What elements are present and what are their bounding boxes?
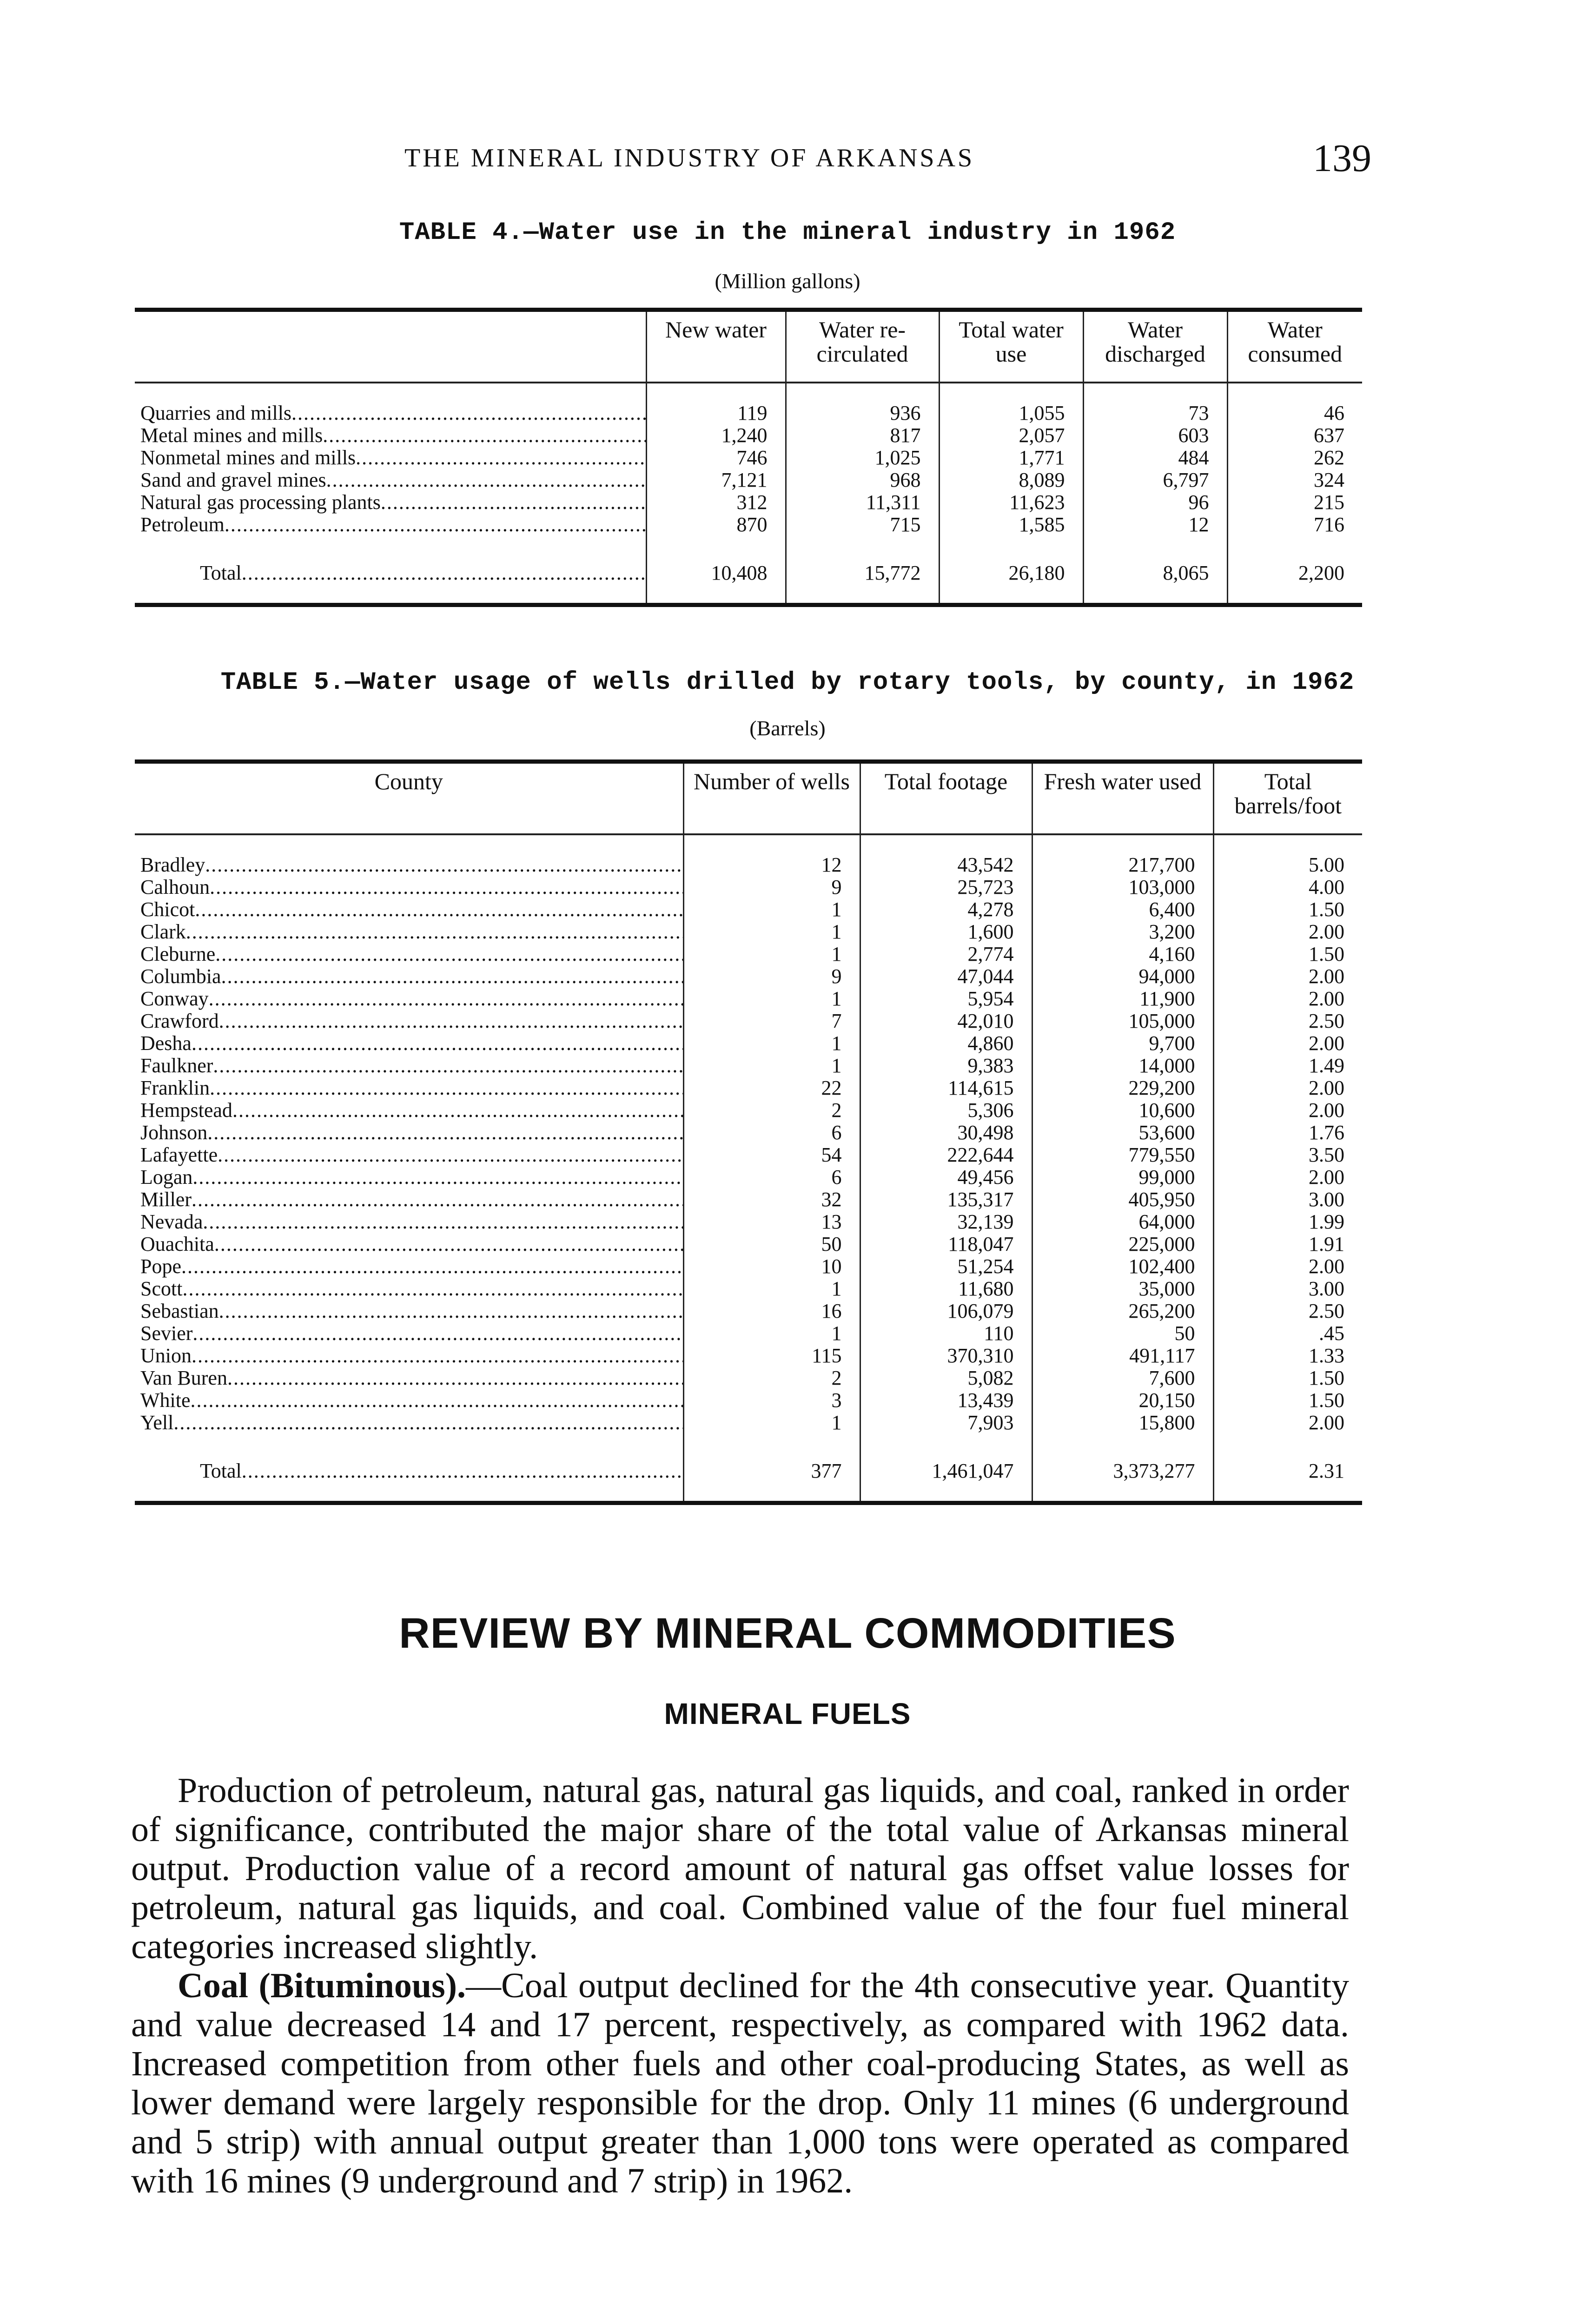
cell-value: 6,400 [1032, 898, 1213, 921]
table-row [135, 965, 1362, 988]
cell-value: 2.00 [1213, 1412, 1362, 1448]
table-row [135, 1122, 1362, 1144]
cell-value: 105,000 [1032, 1010, 1213, 1032]
body-text [131, 1771, 1349, 2200]
cell-value: 1,600 [860, 921, 1032, 943]
cell-value: 2.50 [1213, 1300, 1362, 1322]
cell-value: 9 [683, 876, 860, 898]
cell-value: 6,797 [1083, 469, 1227, 491]
cell-value: 32 [683, 1188, 860, 1211]
cell-value: 1 [683, 1278, 860, 1300]
cell-value: 225,000 [1032, 1233, 1213, 1255]
table-row [135, 383, 1362, 424]
cell-value: 9,700 [1032, 1032, 1213, 1055]
row-label [135, 834, 683, 876]
row-label-text: Hempstead ..... [140, 1099, 683, 1122]
table-row [135, 514, 1362, 550]
row-label [135, 1389, 683, 1412]
row-label [135, 1322, 683, 1345]
table5-header: Number of wells [683, 762, 860, 835]
cell-value: 73 [1083, 383, 1227, 424]
cell-value: 50 [1032, 1322, 1213, 1345]
cell-value: 2,774 [860, 943, 1032, 965]
cell-value: 2,057 [939, 424, 1083, 447]
cell-value: 1,240 [646, 424, 786, 447]
table5-header: County [135, 762, 683, 835]
row-label [135, 1255, 683, 1278]
table-row [135, 1233, 1362, 1255]
table-row [135, 469, 1362, 491]
cell-value: 3.00 [1213, 1188, 1362, 1211]
cell-value: 936 [786, 383, 939, 424]
row-label [135, 1010, 683, 1032]
cell-value: 603 [1083, 424, 1227, 447]
row-label [135, 469, 646, 491]
total-value: 3,373,277 [1032, 1448, 1213, 1503]
row-label-text: Yell ..... [140, 1412, 683, 1434]
table-row [135, 1144, 1362, 1166]
cell-value: 7,903 [860, 1412, 1032, 1448]
cell-value: 47,044 [860, 965, 1032, 988]
table-row [135, 1345, 1362, 1367]
row-label [135, 876, 683, 898]
paragraph-fuels: Production of petroleum, natural gas, natural gas liquids, and coal, ranked in order of significance, contributed the major share of the total value of Arkansas mineral output. Production value of a record amount of natural gas offset value losses for petroleum, natural gas liquids, and coal. Combined value of the four fuel mineral categories increased slightly. [131, 1771, 1349, 1966]
cell-value: 64,000 [1032, 1211, 1213, 1233]
cell-value: 1.50 [1213, 1367, 1362, 1389]
cell-value: 119 [646, 383, 786, 424]
cell-value: 96 [1083, 491, 1227, 514]
table5-header: Total barrels/foot [1213, 762, 1362, 835]
cell-value: 20,150 [1032, 1389, 1213, 1412]
total-value: 26,180 [939, 550, 1083, 605]
cell-value: 1.50 [1213, 1389, 1362, 1412]
row-label-text: Miller ..... [140, 1188, 683, 1211]
cell-value: 1 [683, 943, 860, 965]
row-label [135, 1077, 683, 1099]
cell-value: 215 [1227, 491, 1362, 514]
row-label [135, 424, 646, 447]
row-label-text: Ouachita ..... [140, 1233, 683, 1255]
row-label [135, 1345, 683, 1367]
cell-value: 30,498 [860, 1122, 1032, 1144]
cell-value: 1 [683, 1055, 860, 1077]
cell-value: 222,644 [860, 1144, 1032, 1166]
table-row [135, 1412, 1362, 1448]
row-label [135, 1032, 683, 1055]
coal-runin-heading: Coal (Bituminous). [178, 1966, 466, 2005]
cell-value: 6 [683, 1122, 860, 1144]
total-value: 2,200 [1227, 550, 1362, 605]
cell-value: 35,000 [1032, 1278, 1213, 1300]
cell-value: 2.00 [1213, 1166, 1362, 1188]
row-label [135, 1300, 683, 1322]
row-label-text: Van Buren ..... [140, 1367, 683, 1389]
cell-value: 4,278 [860, 898, 1032, 921]
cell-value: 6 [683, 1166, 860, 1188]
cell-value: 11,680 [860, 1278, 1032, 1300]
cell-value: 9,383 [860, 1055, 1032, 1077]
cell-value: 265,200 [1032, 1300, 1213, 1322]
table5 [135, 759, 1362, 1505]
table4-body [135, 383, 1362, 605]
row-label [135, 514, 646, 550]
row-label [135, 1099, 683, 1122]
total-label-text: Total ..... [200, 561, 646, 584]
row-label-text: Franklin ..... [140, 1077, 683, 1099]
cell-value: 12 [1083, 514, 1227, 550]
total-row [135, 550, 1362, 605]
cell-value: 716 [1227, 514, 1362, 550]
cell-value: 2.00 [1213, 965, 1362, 988]
section-subheading: MINERAL FUELS [664, 1697, 911, 1730]
cell-value: 25,723 [860, 876, 1032, 898]
cell-value: 1,585 [939, 514, 1083, 550]
coal-paragraph-text: —Coal output declined for the 4th consecutive year. Quantity and value decreased 14 and 17 percent, respectively, as compared with 1962 data. Increased competition from other fuels and other coal-producing States, as well as lower demand were largely responsible for the drop. Only 11 mines (6 underground and 5 strip) with annual output greater than 1,000 tons were operated as compared with 16 mines (9 underground and 7 strip) in 1962. [131, 1966, 1349, 2200]
cell-value: 13,439 [860, 1389, 1032, 1412]
table-row [135, 447, 1362, 469]
row-label-text: Columbia ..... [140, 965, 683, 988]
cell-value: 103,000 [1032, 876, 1213, 898]
cell-value: 1.91 [1213, 1233, 1362, 1255]
section-heading: REVIEW BY MINERAL COMMODITIES [399, 1610, 1176, 1657]
table-row [135, 1055, 1362, 1077]
row-label [135, 943, 683, 965]
cell-value: 53,600 [1032, 1122, 1213, 1144]
cell-value: 3 [683, 1389, 860, 1412]
table-row [135, 1188, 1362, 1211]
row-label-text: Sand and gravel mines ..... [140, 469, 646, 491]
total-label [135, 550, 646, 605]
total-value: 8,065 [1083, 550, 1227, 605]
cell-value: 324 [1227, 469, 1362, 491]
cell-value: 217,700 [1032, 834, 1213, 876]
table-row [135, 876, 1362, 898]
total-row [135, 1448, 1362, 1503]
table5-header: Fresh water used [1032, 762, 1213, 835]
table-row [135, 1166, 1362, 1188]
row-label [135, 1144, 683, 1166]
row-label-text: Crawford ..... [140, 1010, 683, 1032]
cell-value: 968 [786, 469, 939, 491]
row-label-text: Calhoun ..... [140, 876, 683, 898]
cell-value: 870 [646, 514, 786, 550]
cell-value: 22 [683, 1077, 860, 1099]
cell-value: 1.99 [1213, 1211, 1362, 1233]
row-label-text: Faulkner ..... [140, 1055, 683, 1077]
cell-value: 637 [1227, 424, 1362, 447]
cell-value: 106,079 [860, 1300, 1032, 1322]
cell-value: 114,615 [860, 1077, 1032, 1099]
cell-value: 405,950 [1032, 1188, 1213, 1211]
cell-value: 46 [1227, 383, 1362, 424]
cell-value: 10,600 [1032, 1099, 1213, 1122]
table-row [135, 1255, 1362, 1278]
page-number: 139 [1313, 137, 1371, 180]
cell-value: 2.00 [1213, 1099, 1362, 1122]
row-label [135, 1278, 683, 1300]
cell-value: 1.50 [1213, 898, 1362, 921]
table-row [135, 1389, 1362, 1412]
cell-value: 51,254 [860, 1255, 1032, 1278]
total-value: 1,461,047 [860, 1448, 1032, 1503]
table-row [135, 1032, 1362, 1055]
table-row [135, 834, 1362, 876]
cell-value: 1 [683, 1032, 860, 1055]
row-label-text: Conway ..... [140, 988, 683, 1010]
cell-value: 1 [683, 898, 860, 921]
table4-header-category [135, 310, 646, 383]
table4-units: (Million gallons) [715, 269, 860, 293]
table4 [135, 308, 1362, 607]
cell-value: 118,047 [860, 1233, 1032, 1255]
total-value: 377 [683, 1448, 860, 1503]
cell-value: 4,160 [1032, 943, 1213, 965]
row-label [135, 965, 683, 988]
row-label [135, 988, 683, 1010]
row-label [135, 921, 683, 943]
table-row [135, 1077, 1362, 1099]
running-head [130, 139, 1376, 185]
cell-value: 15,800 [1032, 1412, 1213, 1448]
cell-value: 779,550 [1032, 1144, 1213, 1166]
table5-units: (Barrels) [749, 716, 826, 740]
row-label-text: Sebastian ..... [140, 1300, 683, 1322]
cell-value: 49,456 [860, 1166, 1032, 1188]
cell-value: 7,600 [1032, 1367, 1213, 1389]
cell-value: 43,542 [860, 834, 1032, 876]
row-label-text: Johnson ..... [140, 1122, 683, 1144]
row-label-text: Union ..... [140, 1345, 683, 1367]
cell-value: 1 [683, 1322, 860, 1345]
cell-value: 1.33 [1213, 1345, 1362, 1367]
table-row [135, 988, 1362, 1010]
row-label-text: Logan ..... [140, 1166, 683, 1188]
row-label [135, 1122, 683, 1144]
table4-header: Water discharged [1083, 310, 1227, 383]
row-label [135, 898, 683, 921]
cell-value: 1,055 [939, 383, 1083, 424]
cell-value: 3.50 [1213, 1144, 1362, 1166]
table5-header-row [135, 762, 1362, 835]
row-label-text: White ..... [140, 1389, 683, 1412]
row-label-text: Metal mines and mills ..... [140, 424, 646, 447]
cell-value: 3,200 [1032, 921, 1213, 943]
cell-value: 11,900 [1032, 988, 1213, 1010]
row-label [135, 491, 646, 514]
total-label-text: Total ..... [200, 1459, 683, 1482]
row-label-text: Petroleum ..... [140, 514, 646, 536]
table-row [135, 1322, 1362, 1345]
table-row [135, 1300, 1362, 1322]
table-row [135, 1211, 1362, 1233]
cell-value: 12 [683, 834, 860, 876]
cell-value: 2.00 [1213, 1077, 1362, 1099]
cell-value: 5,954 [860, 988, 1032, 1010]
row-label-text: Nevada ..... [140, 1211, 683, 1233]
cell-value: 1.50 [1213, 943, 1362, 965]
cell-value: 54 [683, 1144, 860, 1166]
row-label [135, 447, 646, 469]
paragraph-coal [131, 1966, 1349, 2200]
cell-value: 110 [860, 1322, 1032, 1345]
cell-value: 2.00 [1213, 1255, 1362, 1278]
row-label [135, 1211, 683, 1233]
row-label [135, 1166, 683, 1188]
total-value: 2.31 [1213, 1448, 1362, 1503]
row-label [135, 1412, 683, 1448]
row-label [135, 383, 646, 424]
cell-value: 2 [683, 1367, 860, 1389]
table4-caption: TABLE 4.—Water use in the mineral industry in 1962 [399, 218, 1176, 247]
table-row [135, 1278, 1362, 1300]
table-row [135, 424, 1362, 447]
table-row [135, 1367, 1362, 1389]
cell-value: 484 [1083, 447, 1227, 469]
cell-value: 9 [683, 965, 860, 988]
table-row [135, 898, 1362, 921]
cell-value: 746 [646, 447, 786, 469]
cell-value: 14,000 [1032, 1055, 1213, 1077]
cell-value: 16 [683, 1300, 860, 1322]
cell-value: 5.00 [1213, 834, 1362, 876]
cell-value: 11,623 [939, 491, 1083, 514]
table5-caption: TABLE 5.—Water usage of wells drilled by rotary tools, by county, in 1962 [220, 668, 1355, 697]
cell-value: 42,010 [860, 1010, 1032, 1032]
row-label-text: Natural gas processing plants ..... [140, 491, 646, 514]
cell-value: 2.00 [1213, 988, 1362, 1010]
cell-value: 7 [683, 1010, 860, 1032]
table-row [135, 943, 1362, 965]
row-label-text: Chicot ..... [140, 898, 683, 921]
cell-value: .45 [1213, 1322, 1362, 1345]
cell-value: 1 [683, 1412, 860, 1448]
row-label-text: Lafayette ..... [140, 1144, 683, 1166]
cell-value: 4,860 [860, 1032, 1032, 1055]
row-label-text: Desha ..... [140, 1032, 683, 1055]
table4-header: New water [646, 310, 786, 383]
row-label-text: Sevier ..... [140, 1322, 683, 1345]
table-row [135, 1010, 1362, 1032]
row-label [135, 1188, 683, 1211]
table-row [135, 1099, 1362, 1122]
table4-header: Water re-circulated [786, 310, 939, 383]
total-value: 10,408 [646, 550, 786, 605]
table-row [135, 491, 1362, 514]
cell-value: 115 [683, 1345, 860, 1367]
cell-value: 491,117 [1032, 1345, 1213, 1367]
cell-value: 1 [683, 921, 860, 943]
cell-value: 2.00 [1213, 921, 1362, 943]
cell-value: 94,000 [1032, 965, 1213, 988]
row-label [135, 1367, 683, 1389]
table5-body [135, 834, 1362, 1503]
cell-value: 817 [786, 424, 939, 447]
cell-value: 7,121 [646, 469, 786, 491]
cell-value: 1.76 [1213, 1122, 1362, 1144]
row-label-text: Pope ..... [140, 1255, 683, 1278]
row-label-text: Bradley ..... [140, 853, 683, 876]
cell-value: 715 [786, 514, 939, 550]
cell-value: 11,311 [786, 491, 939, 514]
cell-value: 135,317 [860, 1188, 1032, 1211]
cell-value: 1,025 [786, 447, 939, 469]
table5-header: Total footage [860, 762, 1032, 835]
cell-value: 1 [683, 988, 860, 1010]
running-title: THE MINERAL INDUSTRY OF ARKANSAS [404, 144, 975, 172]
cell-value: 10 [683, 1255, 860, 1278]
cell-value: 5,082 [860, 1367, 1032, 1389]
cell-value: 312 [646, 491, 786, 514]
cell-value: 2.00 [1213, 1032, 1362, 1055]
cell-value: 2 [683, 1099, 860, 1122]
table-row [135, 921, 1362, 943]
cell-value: 229,200 [1032, 1077, 1213, 1099]
cell-value: 99,000 [1032, 1166, 1213, 1188]
row-label-text: Clark ..... [140, 921, 683, 943]
cell-value: 4.00 [1213, 876, 1362, 898]
row-label [135, 1055, 683, 1077]
cell-value: 262 [1227, 447, 1362, 469]
table4-header: Water consumed [1227, 310, 1362, 383]
cell-value: 32,139 [860, 1211, 1032, 1233]
total-value: 15,772 [786, 550, 939, 605]
table4-header-row [135, 310, 1362, 383]
cell-value: 102,400 [1032, 1255, 1213, 1278]
row-label-text: Scott ..... [140, 1278, 683, 1300]
table4-header: Total water use [939, 310, 1083, 383]
cell-value: 8,089 [939, 469, 1083, 491]
row-label-text: Quarries and mills ..... [140, 402, 646, 424]
cell-value: 370,310 [860, 1345, 1032, 1367]
row-label-text: Nonmetal mines and mills ..... [140, 447, 646, 469]
cell-value: 5,306 [860, 1099, 1032, 1122]
row-label-text: Cleburne ..... [140, 943, 683, 965]
row-label [135, 1233, 683, 1255]
cell-value: 1.49 [1213, 1055, 1362, 1077]
cell-value: 13 [683, 1211, 860, 1233]
total-label [135, 1448, 683, 1503]
cell-value: 50 [683, 1233, 860, 1255]
cell-value: 2.50 [1213, 1010, 1362, 1032]
cell-value: 3.00 [1213, 1278, 1362, 1300]
cell-value: 1,771 [939, 447, 1083, 469]
